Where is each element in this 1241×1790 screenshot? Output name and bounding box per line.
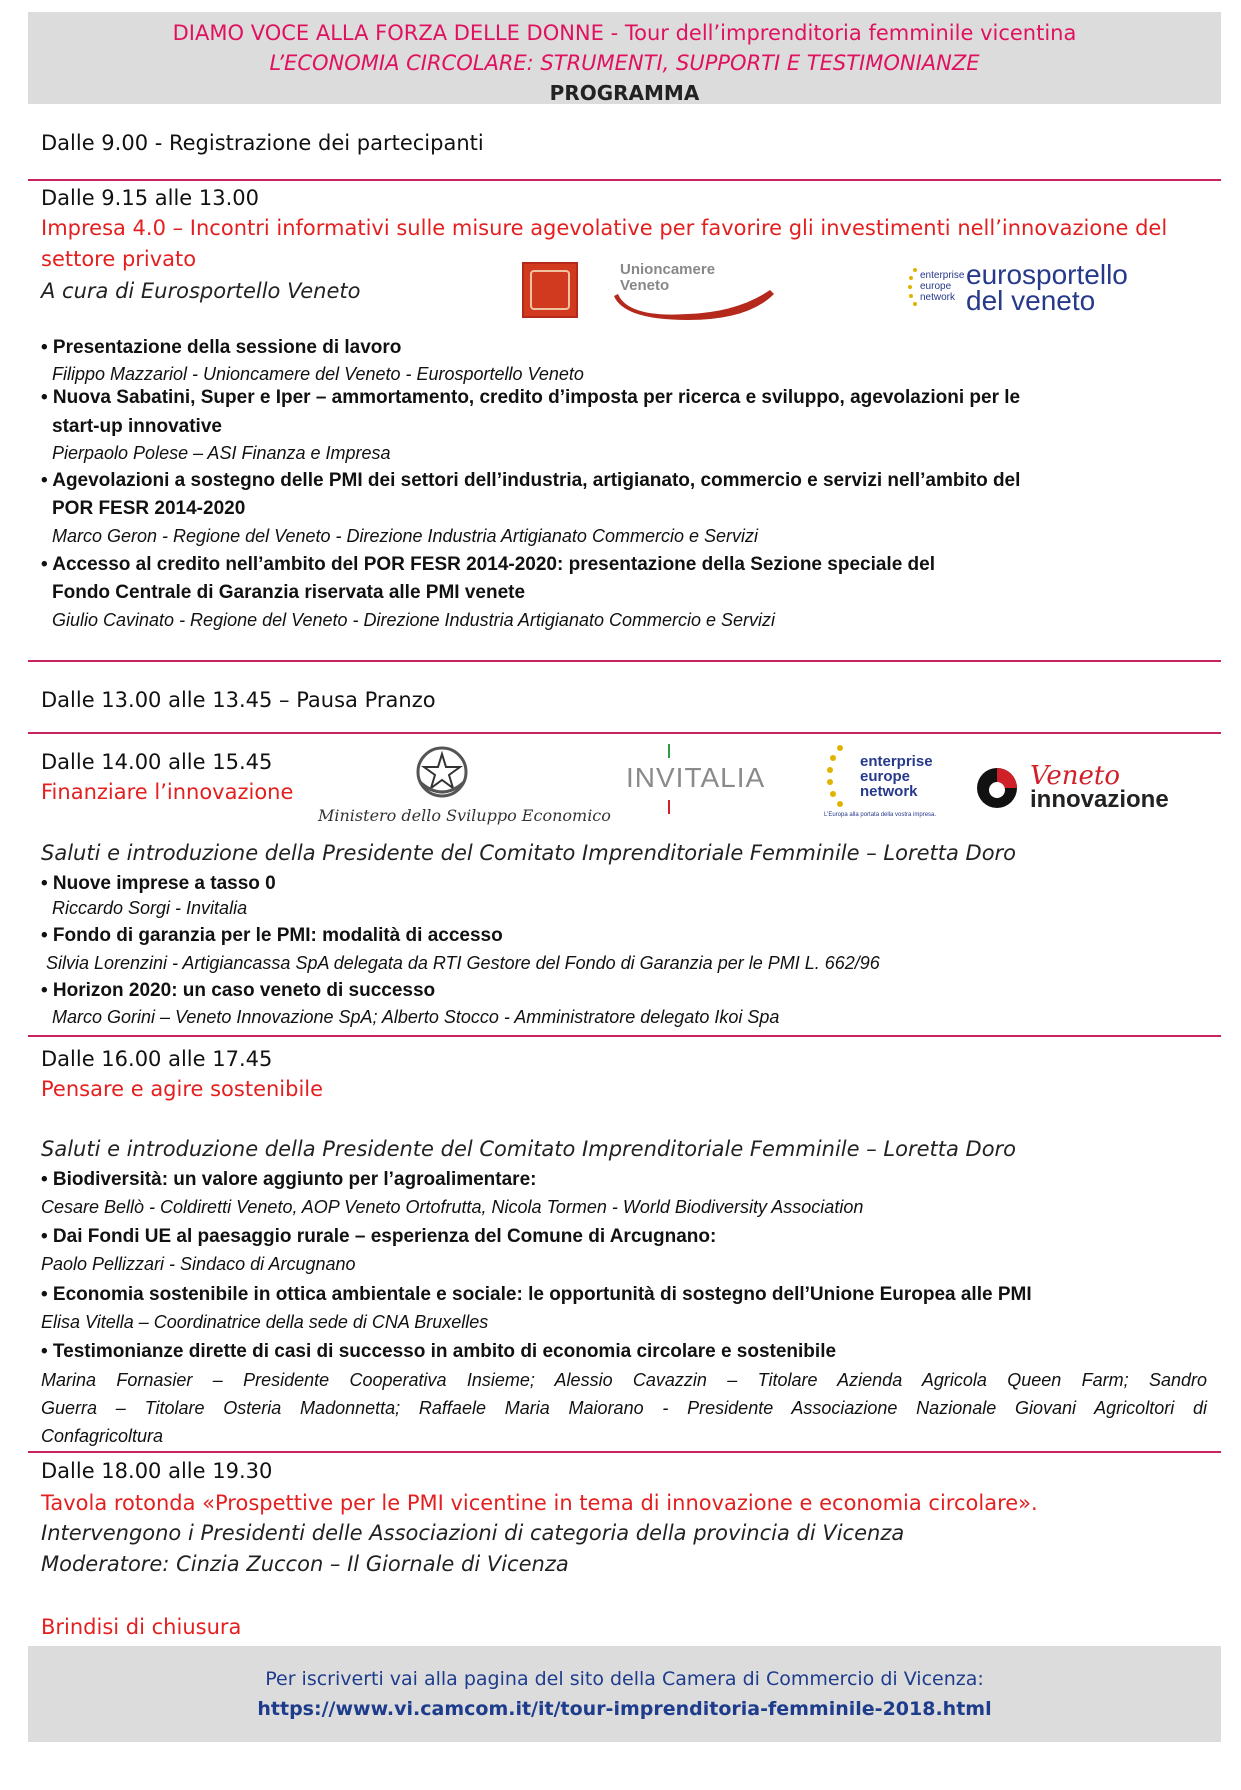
session1-item-speaker: Pierpaolo Polese – ASI Finanza e Impresa	[52, 443, 391, 463]
een-word-1: enterprise	[920, 270, 965, 281]
unioncamere-region: Veneto	[620, 277, 670, 294]
invitalia-name: INVITALIA	[626, 762, 766, 793]
veneto-innovazione-mark-icon	[974, 764, 1020, 812]
registration-line: Dalle 9.00 - Registrazione dei partecipanti	[41, 131, 484, 155]
san-marco-lion-logo	[522, 262, 578, 318]
session4-title: Tavola rotonda «Prospettive per le PMI vicentine in tema di innovazione e economia circolare».	[41, 1491, 1038, 1515]
session1-item-title: • Accesso al credito nell’ambito del POR FESR 2014-2020: presentazione della Sezione speciale del	[41, 554, 936, 575]
session1-title: Impresa 4.0 – Incontri informativi sulle misure agevolative per favorire gli investimenti nell’innovazione del	[41, 216, 1168, 240]
unioncamere-logo	[588, 258, 778, 320]
session3-item-speaker-cont: Confagricoltura	[41, 1426, 164, 1446]
mise-name: Ministero dello Sviluppo Economico	[318, 806, 611, 825]
session1-item-title: • Agevolazioni a sostegno delle PMI dei settori dell’industria, artigianato, commercio e servizi nell’ambito del	[41, 470, 1021, 491]
een-word-3: network	[920, 292, 956, 303]
eurosportello-region: del veneto	[966, 285, 1096, 316]
session1-item-speaker: Giulio Cavinato - Regione del Veneto - Direzione Industria Artigianato Commercio e Servizi	[52, 610, 776, 630]
mise-logo	[318, 742, 611, 834]
een-word-2: europe	[920, 281, 952, 292]
session1-item-title-cont: POR FESR 2014-2020	[52, 498, 246, 519]
session1-item-title: • Nuova Sabatini, Super e Iper – ammortamento, credito d’imposta per ricerca e sviluppo, agevolazioni per le	[41, 387, 1021, 408]
divider	[28, 179, 1221, 181]
unioncamere-name: Unioncamere	[620, 261, 716, 278]
closing-toast: Brindisi di chiusura	[41, 1615, 242, 1639]
session3-item-title: • Biodiversità: un valore aggiunto per l’agroalimentare:	[41, 1169, 537, 1190]
italian-emblem-icon	[412, 742, 472, 800]
een-word-2: europe	[860, 768, 911, 785]
session1-item-title: • Presentazione della sessione di lavoro	[41, 337, 402, 358]
session2-title: Finanziare l’innovazione	[41, 780, 294, 804]
veneto-innovazione-word-2: innovazione	[1030, 786, 1169, 813]
session4-speakers: Intervengono i Presidenti delle Associazioni di categoria della provincia di Vicenza	[41, 1521, 905, 1545]
session3-item-speaker: Elisa Vitella – Coordinatrice della sede di CNA Bruxelles	[41, 1312, 489, 1332]
footer-signup-text: Per iscriverti vai alla pagina del sito della Camera di Commercio di Vicenza:	[265, 1668, 984, 1690]
een-logo-small	[906, 262, 965, 312]
session2-time: Dalle 14.00 alle 15.45	[41, 750, 273, 774]
session3-item-speaker: Cesare Bellò - Coldiretti Veneto, AOP Veneto Ortofrutta, Nicola Tormen - World Biodiversity Association	[41, 1197, 864, 1217]
session3-intro: Saluti e introduzione della Presidente del Comitato Imprenditoriale Femminile – Loretta Doro	[41, 1137, 1017, 1161]
session1-organizer: A cura di Eurosportello Veneto	[41, 279, 361, 303]
session1-item-speaker: Filippo Mazzariol - Unioncamere del Veneto - Eurosportello Veneto	[52, 364, 584, 384]
een-tagline: L’Europa alla portata della vostra impresa.	[824, 812, 937, 818]
session2-item-speaker: Silvia Lorenzini - Artigiancassa SpA delegata da RTI Gestore del Fondo di Garanzia per le PMI L. 662/96	[46, 953, 880, 973]
divider	[28, 660, 1221, 662]
session1-item-speaker: Marco Geron - Regione del Veneto - Direzione Industria Artigianato Commercio e Servizi	[52, 526, 758, 546]
lunch-line: Dalle 13.00 alle 13.45 – Pausa Pranzo	[41, 688, 436, 712]
header-banner	[28, 12, 1221, 104]
gondola-icon	[588, 284, 778, 320]
session4-time: Dalle 18.00 alle 19.30	[41, 1459, 273, 1483]
session1-item-title-cont: start-up innovative	[52, 416, 222, 437]
divider	[28, 1451, 1221, 1453]
session1-item-title-cont: Fondo Centrale di Garanzia riservata alle PMI venete	[52, 582, 526, 603]
een-logo	[824, 742, 937, 822]
een-word-1: enterprise	[860, 753, 933, 770]
eurosportello-logo	[966, 259, 1128, 316]
divider	[28, 732, 1221, 734]
invitalia-logo	[626, 744, 766, 814]
veneto-innovazione-logo	[974, 760, 1174, 820]
een-word-3: network	[860, 783, 918, 800]
session3-item-speaker: Paolo Pellizzari - Sindaco di Arcugnano	[41, 1254, 356, 1274]
session3-item-title: • Economia sostenibile in ottica ambientale e sociale: le opportunità di sostegno dell’Unione Europea alle PMI	[41, 1284, 1032, 1305]
event-title: DIAMO VOCE ALLA FORZA DELLE DONNE - Tour dell’imprenditoria femminile vicentina	[172, 21, 1077, 45]
session2-item-speaker: Riccardo Sorgi - Invitalia	[52, 898, 248, 918]
session3-item-title: • Testimonianze dirette di casi di successo in ambito di economia circolare e sostenibile	[41, 1341, 837, 1362]
eurosportello-name: eurosportello	[966, 259, 1128, 290]
eu-stars-icon	[824, 742, 850, 812]
session1-time: Dalle 9.15 alle 13.00	[41, 186, 259, 210]
session3-item-title: • Dai Fondi UE al paesaggio rurale – esperienza del Comune di Arcugnano:	[41, 1226, 717, 1247]
divider	[28, 1035, 1221, 1037]
session3-title: Pensare e agire sostenibile	[41, 1077, 324, 1101]
session3-time: Dalle 16.00 alle 17.45	[41, 1047, 273, 1071]
session4-moderator: Moderatore: Cinzia Zuccon – Il Giornale di Vicenza	[41, 1552, 569, 1576]
footer-banner	[28, 1646, 1221, 1742]
session2-intro: Saluti e introduzione della Presidente del Comitato Imprenditoriale Femminile – Loretta Doro	[41, 841, 1017, 865]
session2-item-title: • Nuove imprese a tasso 0	[41, 873, 276, 894]
session1-title-cont: settore privato	[41, 247, 197, 271]
session2-item-title: • Horizon 2020: un caso veneto di successo	[41, 980, 436, 1001]
veneto-innovazione-word-1: Veneto	[1030, 761, 1121, 791]
session3-item-speaker-cont: Guerra – Titolare Osteria Madonnetta; Raffaele Maria Maiorano - Presidente Associazione Nazionale Giovani Agricoltori di	[41, 1398, 1207, 1418]
session2-item-speaker: Marco Gorini – Veneto Innovazione SpA; Alberto Stocco - Amministratore delegato Ikoi Spa	[52, 1007, 780, 1027]
footer-signup-link[interactable]: https://www.vi.camcom.it/it/tour-imprenditoria-femminile-2018.html	[257, 1698, 992, 1720]
session2-item-title: • Fondo di garanzia per le PMI: modalità di accesso	[41, 925, 503, 946]
event-subtitle: L’ECONOMIA CIRCOLARE: STRUMENTI, SUPPORTI E TESTIMONIANZE	[269, 51, 980, 75]
session3-item-speaker: Marina Fornasier – Presidente Cooperativa Insieme; Alessio Cavazzin – Titolare Azienda Agricola Queen Farm; Sandro	[41, 1370, 1207, 1390]
program-heading: PROGRAMMA	[549, 81, 700, 105]
